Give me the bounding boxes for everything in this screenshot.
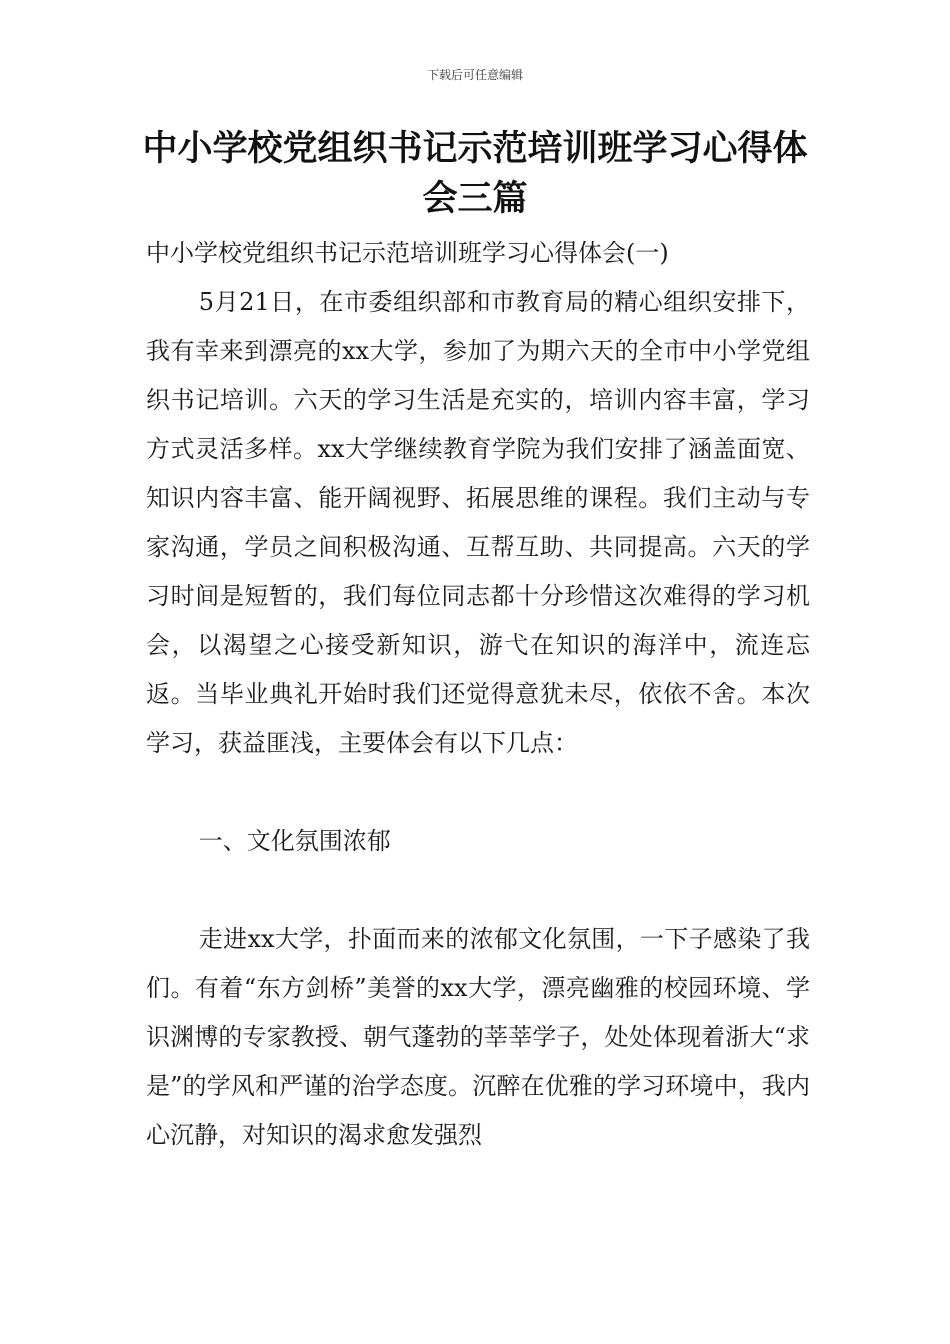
subtitle: 中小学校党组织书记示范培训班学习心得体会(一) (146, 239, 669, 267)
document-body (146, 229, 810, 1160)
document-title: 中小学校党组织书记示范培训班学习心得体会三篇 (142, 129, 808, 219)
paragraph-intro: 5月21日，在市委组织部和市教育局的精心组织安排下，我有幸来到漂亮的xx大学，参加了为期六天的全市中小学党组织书记培训。六天的学习生活是充实的，培训内容丰富，学习方式灵活多样。xx大学继续教育学院为我们安排了涵盖面宽、知识内容丰富、能开阔视野、拓展思维的课程。我们主动与专家沟通，学员之间积极沟通、互帮互助、共同提高。六天的学习时间是短暂的，我们每位同志都十分珍惜这次难得的学习机会，以渴望之心接受新知识，游弋在知识的海洋中，流连忘返。当毕业典礼开始时我们还觉得意犹未尽，依依不舍。本次学习，获益匪浅，主要体会有以下几点： (146, 288, 810, 757)
header-note: 下载后可任意编辑 (426, 68, 523, 82)
spacer (146, 768, 810, 817)
spacer (146, 866, 810, 915)
section-heading: 一、文化氛围浓郁 (198, 827, 391, 855)
paragraph-culture: 走进xx大学，扑面而来的浓郁文化氛围，一下子感染了我们。有着“东方剑桥”美誉的xx大学，漂亮幽雅的校园环境、学识渊博的专家教授、朝气蓬勃的莘莘学子，处处体现着浙大“求是”的学风和严谨的治学态度。沉醉在优雅的学习环境中，我内心沉静，对知识的渴求愈发强烈 (146, 925, 810, 1149)
